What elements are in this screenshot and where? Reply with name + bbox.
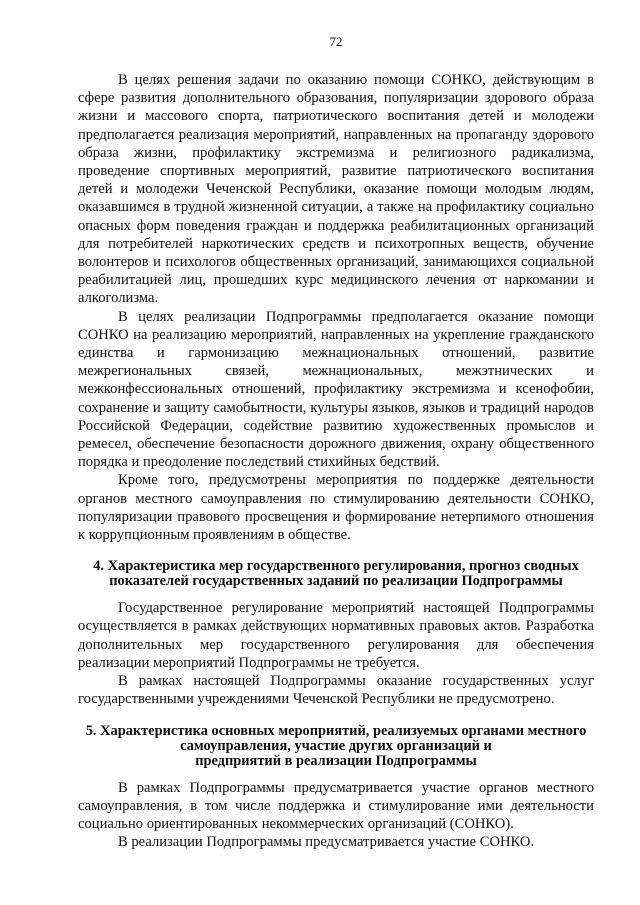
section-4-heading [78, 559, 594, 589]
section-4-paragraph-1: Государственное регулирование мероприятий настоящей Подпрограммы осуществляется в рамках действующих нормативных правовых актов. Разработка дополнительных мер государственного регулирования для обеспечения реализации мероприятий Подпрограммы не требуется. [78, 600, 594, 671]
section-5-heading-line-2: самоуправления, участие других организаций и [180, 737, 492, 754]
section-5-paragraph-1: В рамках Подпрограммы предусматривается участие органов местного самоуправления, в том числе поддержка и стимулирование ими деятельности социально ориентированных некоммерческих организаций (СОНКО). [78, 779, 594, 832]
section-4-paragraph-2: В рамках настоящей Подпрограммы оказание государственных услуг государственными учреждениями Чеченской Республики не предусмотрено. [78, 673, 594, 708]
paragraph-intro-1: В целях решения задачи по оказанию помощи СОНКО, действующим в сфере развития дополнительного образования, популяризации здорового образа жизни и массового спорта, патриотического воспитания детей и молодежи предполагается реализация мероприятий, направленных на пропаганду здорового образа жизни, профилактику экстремизма и религиозного радикализма, проведение спортивных мероприятий, развитие патриотического воспитания детей и молодежи Чеченской Республики, оказание помощи молодым людям, оказавшимся в трудной жизненной ситуации, а также на профилактику социально опасных форм поведения граждан и поддержка реабилитационных организаций для потребителей наркотических средств и психотропных веществ, обучение волонтеров и психологов общественных организаций, занимающихся социальной реабилитацией лиц, прошедших курс медицинского лечения от наркомании и алкоголизма. [78, 72, 594, 307]
section-5-paragraph-2: В реализации Подпрограммы предусматривается участие СОНКО. [118, 834, 535, 851]
section-5-heading [78, 724, 594, 769]
section-5-heading-line-1: 5. Характеристика основных мероприятий, реализуемых органами местного [85, 722, 587, 739]
section-4-heading-line-1: 4. Характеристика мер государственного регулирования, прогноз сводных [93, 558, 579, 575]
page-number: 72 [329, 34, 343, 49]
section-4-heading-line-2: показателей государственных заданий по реализации Подпрограммы [109, 573, 563, 590]
document-page [78, 34, 594, 851]
section-5-heading-line-3: предприятий в реализации Подпрограммы [195, 752, 477, 769]
paragraph-intro-2: В целях реализации Подпрограммы предполагается оказание помощи СОНКО на реализацию мероприятий, направленных на укрепление гражданского единства и гармонизацию межнациональных отношений, развитие межрегиональных связей, межнациональных, межэтнических и межконфессиональных отношений, профилактику экстремизма и ксенофобии, сохранение и защиту самобытности, культуры языков, языков и традиций народов Российской Федерации, содействие развитию художественных промыслов и ремесел, обеспечение безопасности дорожного движения, охрану общественного порядка и преодоление последствий стихийных бедствий. [78, 308, 594, 471]
paragraph-intro-3: Кроме того, предусмотрены мероприятия по поддержке деятельности органов местного самоуправления по стимулированию деятельности СОНКО, популяризации правового просвещения и формирование нетерпимого отношения к коррупционным проявлениям в обществе. [78, 472, 594, 544]
